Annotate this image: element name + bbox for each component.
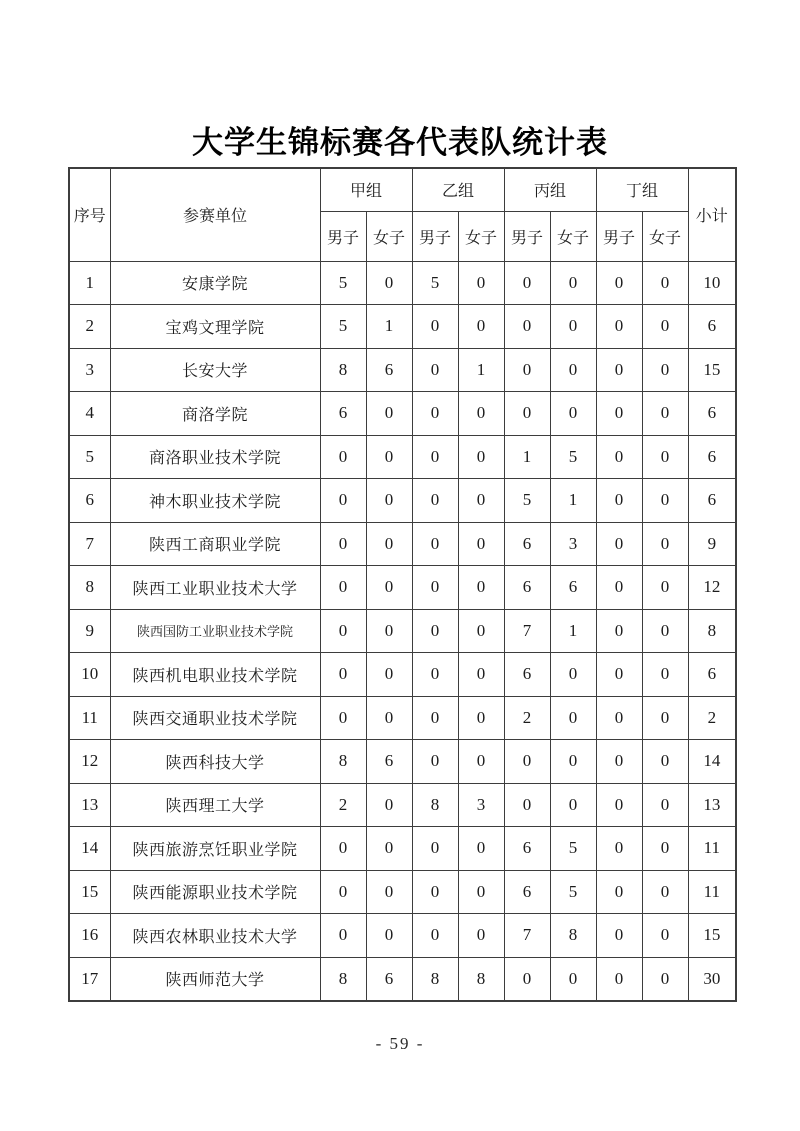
- row-serial: 11: [69, 696, 110, 740]
- row-count-value: 0: [596, 392, 642, 436]
- row-unit-name: 陕西旅游烹饪职业学院: [110, 827, 320, 871]
- row-count-value: 3: [550, 522, 596, 566]
- row-count-value: 0: [642, 870, 688, 914]
- row-count-value: 0: [504, 783, 550, 827]
- row-subtotal: 10: [688, 261, 736, 305]
- row-count-value: 0: [642, 653, 688, 697]
- row-count-value: 0: [320, 696, 366, 740]
- row-count-value: 0: [550, 783, 596, 827]
- row-subtotal: 2: [688, 696, 736, 740]
- row-count-value: 0: [366, 827, 412, 871]
- row-count-value: 0: [596, 522, 642, 566]
- row-serial: 15: [69, 870, 110, 914]
- table-row: [69, 870, 736, 914]
- table-row: [69, 740, 736, 784]
- row-serial: 1: [69, 261, 110, 305]
- row-count-value: 0: [366, 261, 412, 305]
- row-count-value: 8: [320, 348, 366, 392]
- row-subtotal: 11: [688, 827, 736, 871]
- header-serial: 序号: [69, 168, 110, 261]
- row-count-value: 0: [596, 914, 642, 958]
- row-subtotal: 14: [688, 740, 736, 784]
- row-count-value: 0: [366, 435, 412, 479]
- row-unit-name: 陕西国防工业职业技术学院: [110, 609, 320, 653]
- row-count-value: 0: [412, 740, 458, 784]
- row-count-value: 0: [412, 870, 458, 914]
- row-count-value: 0: [366, 653, 412, 697]
- table-row: [69, 435, 736, 479]
- row-count-value: 0: [412, 696, 458, 740]
- row-subtotal: 9: [688, 522, 736, 566]
- row-count-value: 7: [504, 609, 550, 653]
- row-serial: 9: [69, 609, 110, 653]
- table-body: [69, 261, 736, 1001]
- table-row: [69, 827, 736, 871]
- row-count-value: 0: [596, 566, 642, 610]
- row-count-value: 0: [642, 348, 688, 392]
- row-count-value: 0: [366, 783, 412, 827]
- row-count-value: 0: [596, 479, 642, 523]
- row-count-value: 0: [412, 435, 458, 479]
- row-unit-name: 陕西能源职业技术学院: [110, 870, 320, 914]
- row-count-value: 0: [458, 696, 504, 740]
- row-count-value: 0: [366, 870, 412, 914]
- row-count-value: 0: [458, 261, 504, 305]
- row-serial: 6: [69, 479, 110, 523]
- row-count-value: 0: [504, 348, 550, 392]
- table-row: [69, 653, 736, 697]
- row-serial: 14: [69, 827, 110, 871]
- row-count-value: 0: [320, 870, 366, 914]
- header-subtotal: 小计: [688, 168, 736, 261]
- row-unit-name: 长安大学: [110, 348, 320, 392]
- row-count-value: 1: [550, 609, 596, 653]
- row-count-value: 6: [366, 348, 412, 392]
- row-unit-name: 安康学院: [110, 261, 320, 305]
- row-count-value: 0: [412, 914, 458, 958]
- row-unit-name: 陕西师范大学: [110, 957, 320, 1001]
- row-count-value: 0: [412, 522, 458, 566]
- row-serial: 17: [69, 957, 110, 1001]
- row-count-value: 8: [458, 957, 504, 1001]
- row-count-value: 8: [550, 914, 596, 958]
- header-unit: 参赛单位: [110, 168, 320, 261]
- row-count-value: 0: [366, 566, 412, 610]
- row-serial: 16: [69, 914, 110, 958]
- header-group-c-female: 女子: [550, 211, 596, 261]
- row-count-value: 8: [320, 740, 366, 784]
- header-group-b-female: 女子: [458, 211, 504, 261]
- row-unit-name: 宝鸡文理学院: [110, 305, 320, 349]
- row-count-value: 0: [366, 696, 412, 740]
- row-count-value: 0: [458, 435, 504, 479]
- row-count-value: 0: [320, 479, 366, 523]
- row-count-value: 0: [550, 305, 596, 349]
- row-count-value: 0: [642, 783, 688, 827]
- row-count-value: 0: [596, 305, 642, 349]
- row-count-value: 5: [504, 479, 550, 523]
- row-count-value: 0: [504, 957, 550, 1001]
- row-count-value: 6: [504, 870, 550, 914]
- row-subtotal: 15: [688, 348, 736, 392]
- row-count-value: 0: [320, 435, 366, 479]
- row-count-value: 0: [458, 392, 504, 436]
- row-unit-name: 神木职业技术学院: [110, 479, 320, 523]
- row-count-value: 0: [550, 957, 596, 1001]
- row-count-value: 5: [550, 435, 596, 479]
- header-group-a: 甲组: [320, 168, 412, 211]
- row-count-value: 0: [642, 914, 688, 958]
- row-count-value: 1: [550, 479, 596, 523]
- row-count-value: 0: [596, 609, 642, 653]
- table-row: [69, 609, 736, 653]
- row-count-value: 0: [550, 261, 596, 305]
- page-title: 大学生锦标赛各代表队统计表: [192, 125, 608, 160]
- row-count-value: 0: [458, 305, 504, 349]
- row-count-value: 0: [412, 609, 458, 653]
- row-count-value: 0: [596, 653, 642, 697]
- row-count-value: 8: [320, 957, 366, 1001]
- row-count-value: 0: [550, 696, 596, 740]
- row-serial: 4: [69, 392, 110, 436]
- row-count-value: 5: [550, 870, 596, 914]
- row-unit-name: 商洛职业技术学院: [110, 435, 320, 479]
- row-count-value: 0: [412, 566, 458, 610]
- row-subtotal: 15: [688, 914, 736, 958]
- row-unit-name: 陕西机电职业技术学院: [110, 653, 320, 697]
- row-count-value: 7: [504, 914, 550, 958]
- row-count-value: 0: [550, 653, 596, 697]
- row-count-value: 6: [366, 740, 412, 784]
- row-count-value: 0: [458, 827, 504, 871]
- row-count-value: 0: [642, 696, 688, 740]
- row-subtotal: 6: [688, 653, 736, 697]
- table-row: [69, 479, 736, 523]
- row-count-value: 2: [320, 783, 366, 827]
- row-count-value: 0: [596, 435, 642, 479]
- row-serial: 7: [69, 522, 110, 566]
- table-row: [69, 566, 736, 610]
- row-count-value: 0: [366, 479, 412, 523]
- row-subtotal: 6: [688, 435, 736, 479]
- row-count-value: 0: [642, 392, 688, 436]
- stats-table: [68, 167, 737, 1002]
- row-count-value: 0: [642, 566, 688, 610]
- row-count-value: 0: [504, 740, 550, 784]
- row-count-value: 0: [366, 609, 412, 653]
- row-count-value: 0: [642, 957, 688, 1001]
- row-count-value: 0: [596, 740, 642, 784]
- row-count-value: 5: [412, 261, 458, 305]
- row-count-value: 0: [458, 522, 504, 566]
- row-count-value: 0: [320, 653, 366, 697]
- row-count-value: 5: [320, 305, 366, 349]
- row-serial: 13: [69, 783, 110, 827]
- row-count-value: 0: [320, 914, 366, 958]
- header-group-d: 丁组: [596, 168, 688, 211]
- row-count-value: 0: [366, 914, 412, 958]
- row-serial: 5: [69, 435, 110, 479]
- row-count-value: 0: [320, 609, 366, 653]
- row-unit-name: 商洛学院: [110, 392, 320, 436]
- row-count-value: 0: [458, 870, 504, 914]
- row-count-value: 8: [412, 957, 458, 1001]
- row-count-value: 0: [458, 914, 504, 958]
- row-count-value: 0: [596, 957, 642, 1001]
- row-subtotal: 11: [688, 870, 736, 914]
- row-count-value: 0: [642, 827, 688, 871]
- row-count-value: 0: [642, 261, 688, 305]
- row-count-value: 2: [504, 696, 550, 740]
- row-count-value: 6: [504, 566, 550, 610]
- row-count-value: 0: [412, 305, 458, 349]
- row-count-value: 5: [320, 261, 366, 305]
- row-count-value: 6: [504, 827, 550, 871]
- row-count-value: 0: [596, 696, 642, 740]
- row-count-value: 0: [458, 479, 504, 523]
- row-count-value: 6: [504, 522, 550, 566]
- row-unit-name: 陕西科技大学: [110, 740, 320, 784]
- row-serial: 8: [69, 566, 110, 610]
- row-subtotal: 13: [688, 783, 736, 827]
- row-count-value: 0: [642, 479, 688, 523]
- row-unit-name: 陕西工商职业学院: [110, 522, 320, 566]
- row-unit-name: 陕西农林职业技术大学: [110, 914, 320, 958]
- row-serial: 12: [69, 740, 110, 784]
- row-count-value: 0: [642, 522, 688, 566]
- table-row: [69, 348, 736, 392]
- row-subtotal: 6: [688, 392, 736, 436]
- row-count-value: 6: [320, 392, 366, 436]
- row-count-value: 0: [596, 783, 642, 827]
- header-group-a-female: 女子: [366, 211, 412, 261]
- row-serial: 3: [69, 348, 110, 392]
- table-row: [69, 696, 736, 740]
- header-group-b: 乙组: [412, 168, 504, 211]
- row-count-value: 0: [320, 522, 366, 566]
- row-serial: 2: [69, 305, 110, 349]
- row-count-value: 0: [504, 392, 550, 436]
- table-row: [69, 305, 736, 349]
- row-subtotal: 8: [688, 609, 736, 653]
- row-count-value: 6: [504, 653, 550, 697]
- row-count-value: 0: [412, 479, 458, 523]
- row-count-value: 0: [504, 305, 550, 349]
- row-count-value: 0: [366, 522, 412, 566]
- header-group-b-male: 男子: [412, 211, 458, 261]
- row-subtotal: 30: [688, 957, 736, 1001]
- row-unit-name: 陕西理工大学: [110, 783, 320, 827]
- row-count-value: 0: [642, 305, 688, 349]
- row-subtotal: 12: [688, 566, 736, 610]
- row-count-value: 0: [596, 827, 642, 871]
- header-group-d-female: 女子: [642, 211, 688, 261]
- header-group-a-male: 男子: [320, 211, 366, 261]
- row-count-value: 3: [458, 783, 504, 827]
- row-count-value: 0: [596, 348, 642, 392]
- row-count-value: 0: [458, 740, 504, 784]
- row-count-value: 8: [412, 783, 458, 827]
- row-count-value: 6: [550, 566, 596, 610]
- row-count-value: 0: [320, 827, 366, 871]
- row-count-value: 0: [458, 566, 504, 610]
- row-count-value: 0: [504, 261, 550, 305]
- row-subtotal: 6: [688, 479, 736, 523]
- header-group-c-male: 男子: [504, 211, 550, 261]
- row-count-value: 0: [458, 609, 504, 653]
- row-count-value: 1: [366, 305, 412, 349]
- row-count-value: 0: [366, 392, 412, 436]
- page-number: - 59 -: [375, 1033, 425, 1053]
- table-row: [69, 522, 736, 566]
- row-count-value: 0: [412, 827, 458, 871]
- table-header: [69, 168, 736, 261]
- header-group-d-male: 男子: [596, 211, 642, 261]
- row-count-value: 0: [412, 392, 458, 436]
- table-row: [69, 261, 736, 305]
- row-unit-name: 陕西交通职业技术学院: [110, 696, 320, 740]
- row-count-value: 0: [550, 348, 596, 392]
- row-subtotal: 6: [688, 305, 736, 349]
- row-count-value: 0: [412, 348, 458, 392]
- row-serial: 10: [69, 653, 110, 697]
- table-row: [69, 783, 736, 827]
- row-count-value: 0: [550, 392, 596, 436]
- table-row: [69, 957, 736, 1001]
- header-group-row: [69, 168, 736, 211]
- row-count-value: 1: [504, 435, 550, 479]
- table-row: [69, 392, 736, 436]
- row-count-value: 0: [642, 609, 688, 653]
- row-count-value: 0: [642, 435, 688, 479]
- row-count-value: 5: [550, 827, 596, 871]
- row-count-value: 1: [458, 348, 504, 392]
- row-count-value: 0: [320, 566, 366, 610]
- table-row: [69, 914, 736, 958]
- row-count-value: 0: [458, 653, 504, 697]
- row-count-value: 0: [412, 653, 458, 697]
- row-count-value: 0: [642, 740, 688, 784]
- header-group-c: 丙组: [504, 168, 596, 211]
- row-count-value: 0: [550, 740, 596, 784]
- row-count-value: 6: [366, 957, 412, 1001]
- row-count-value: 0: [596, 870, 642, 914]
- row-count-value: 0: [596, 261, 642, 305]
- row-unit-name: 陕西工业职业技术大学: [110, 566, 320, 610]
